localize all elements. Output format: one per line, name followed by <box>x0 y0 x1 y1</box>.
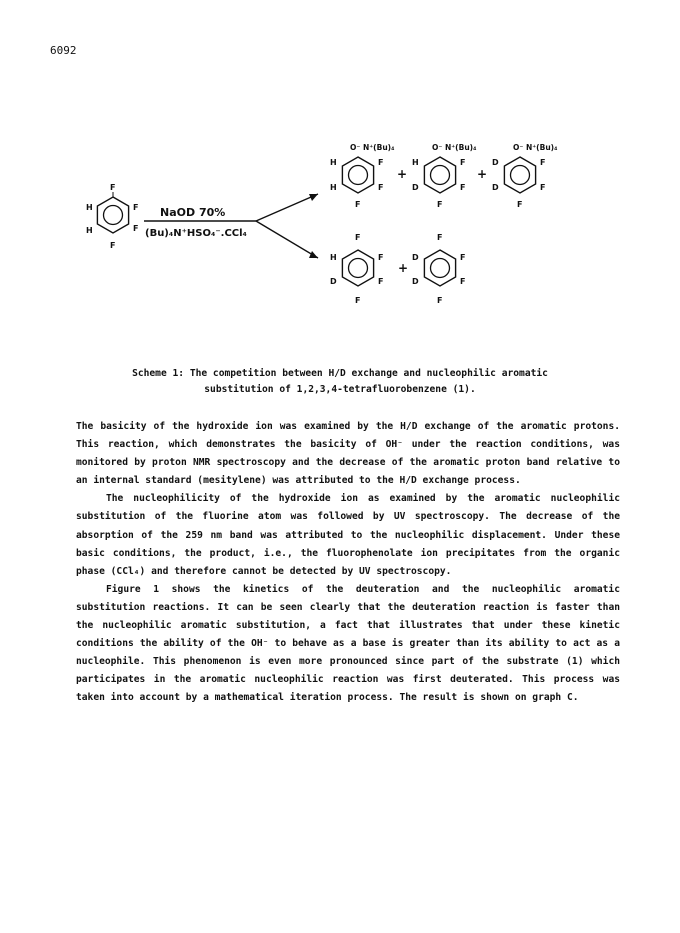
reagent-top: NaOD 70% <box>160 206 226 219</box>
svg-text:D: D <box>412 183 419 192</box>
svg-text:O⁻ N⁺(Bu)₄: O⁻ N⁺(Bu)₄ <box>350 143 395 152</box>
svg-text:F: F <box>378 183 384 192</box>
svg-text:D: D <box>330 277 337 286</box>
caption-line-1: Scheme 1: The competition between H/D exchange and nucleophilic aromatic <box>132 368 548 379</box>
svg-text:D: D <box>412 253 419 262</box>
reaction-scheme <box>0 0 680 340</box>
svg-text:F: F <box>110 241 116 250</box>
svg-text:D: D <box>492 183 499 192</box>
svg-text:F: F <box>540 183 546 192</box>
svg-text:F: F <box>460 253 466 262</box>
svg-text:O⁻ N⁺(Bu)₄: O⁻ N⁺(Bu)₄ <box>513 143 558 152</box>
svg-text:F: F <box>355 200 361 209</box>
body-text <box>76 418 620 708</box>
arrow-head-lower <box>309 251 318 258</box>
svg-text:F: F <box>378 253 384 262</box>
svg-text:F: F <box>133 203 139 212</box>
svg-text:F: F <box>378 158 384 167</box>
svg-text:H: H <box>330 158 337 167</box>
svg-text:F: F <box>355 233 361 242</box>
svg-text:F: F <box>540 158 546 167</box>
reagent-bottom: (Bu)₄N⁺HSO₄⁻.CCl₄ <box>145 228 247 239</box>
page-number: 6092 <box>50 44 77 57</box>
phenolate-product-2 <box>412 143 476 209</box>
svg-text:H: H <box>330 253 337 262</box>
svg-text:H: H <box>330 183 337 192</box>
svg-text:F: F <box>460 277 466 286</box>
phenolate-product-1 <box>330 143 394 209</box>
deuterated-product-1 <box>330 233 383 305</box>
phenolate-product-3 <box>492 143 557 209</box>
paragraph-nucleophilicity: The nucleophilicity of the hydroxide ion as examined by the aromatic nucleophilic substitution of the fluorine atom was followed by UV spectroscopy. The decrease of the absorption of the 259 nm band was attributed to the nucleophilic displacement. Under these basic conditions, the product, i.e., the fluorophenolate ion precipitates from the organic phase (CCl₄) and therefore cannot be detected by UV spectroscopy. <box>76 493 620 577</box>
svg-text:D: D <box>492 158 499 167</box>
deuterated-product-2 <box>412 233 465 305</box>
svg-text:F: F <box>378 277 384 286</box>
scheme-caption <box>72 366 608 398</box>
svg-text:F: F <box>437 233 443 242</box>
svg-text:F: F <box>110 183 116 192</box>
plus-sign: + <box>397 167 408 181</box>
svg-text:D: D <box>412 277 419 286</box>
svg-text:F: F <box>133 224 139 233</box>
paragraph-basicity: The basicity of the hydroxide ion was examined by the H/D exchange of the aromatic protons. This reaction, which demonstrates the basicity of OH⁻ under the reaction conditions, was monitored by proton NMR spectroscopy and the decrease of the aromatic proton band relative to an internal standard (mesitylene) was attributed to the H/D exchange process. <box>76 421 620 487</box>
svg-text:O⁻ N⁺(Bu)₄: O⁻ N⁺(Bu)₄ <box>432 143 477 152</box>
svg-text:F: F <box>355 296 361 305</box>
svg-text:F: F <box>437 200 443 209</box>
plus-sign: + <box>477 167 488 181</box>
svg-text:F: F <box>517 200 523 209</box>
arrow-upper <box>256 194 318 221</box>
svg-text:F: F <box>460 158 466 167</box>
svg-text:H: H <box>412 158 419 167</box>
plus-sign: + <box>398 261 409 275</box>
svg-text:H: H <box>86 226 93 235</box>
arrow-lower <box>256 221 318 258</box>
substrate-molecule <box>86 183 138 250</box>
svg-text:F: F <box>437 296 443 305</box>
caption-line-2: substitution of 1,2,3,4-tetrafluorobenzene (1). <box>204 384 476 395</box>
svg-text:H: H <box>86 203 93 212</box>
paragraph-kinetics: Figure 1 shows the kinetics of the deuteration and the nucleophilic aromatic substitution reactions. It can be seen clearly that the deuteration reaction is faster than the nucleophilic aromatic substitution, a fact that illustrates that under these kinetic conditions the ability of the OH⁻ to behave as a base is greater than its ability to act as a nucleophile. This phenomenon is even more pronounced since part of the substrate (1) which participates in the aromatic nucleophilic reaction was first deuterated. This process was taken into account by a mathematical iteration process. The result is shown on graph C. <box>76 583 620 704</box>
svg-text:F: F <box>460 183 466 192</box>
